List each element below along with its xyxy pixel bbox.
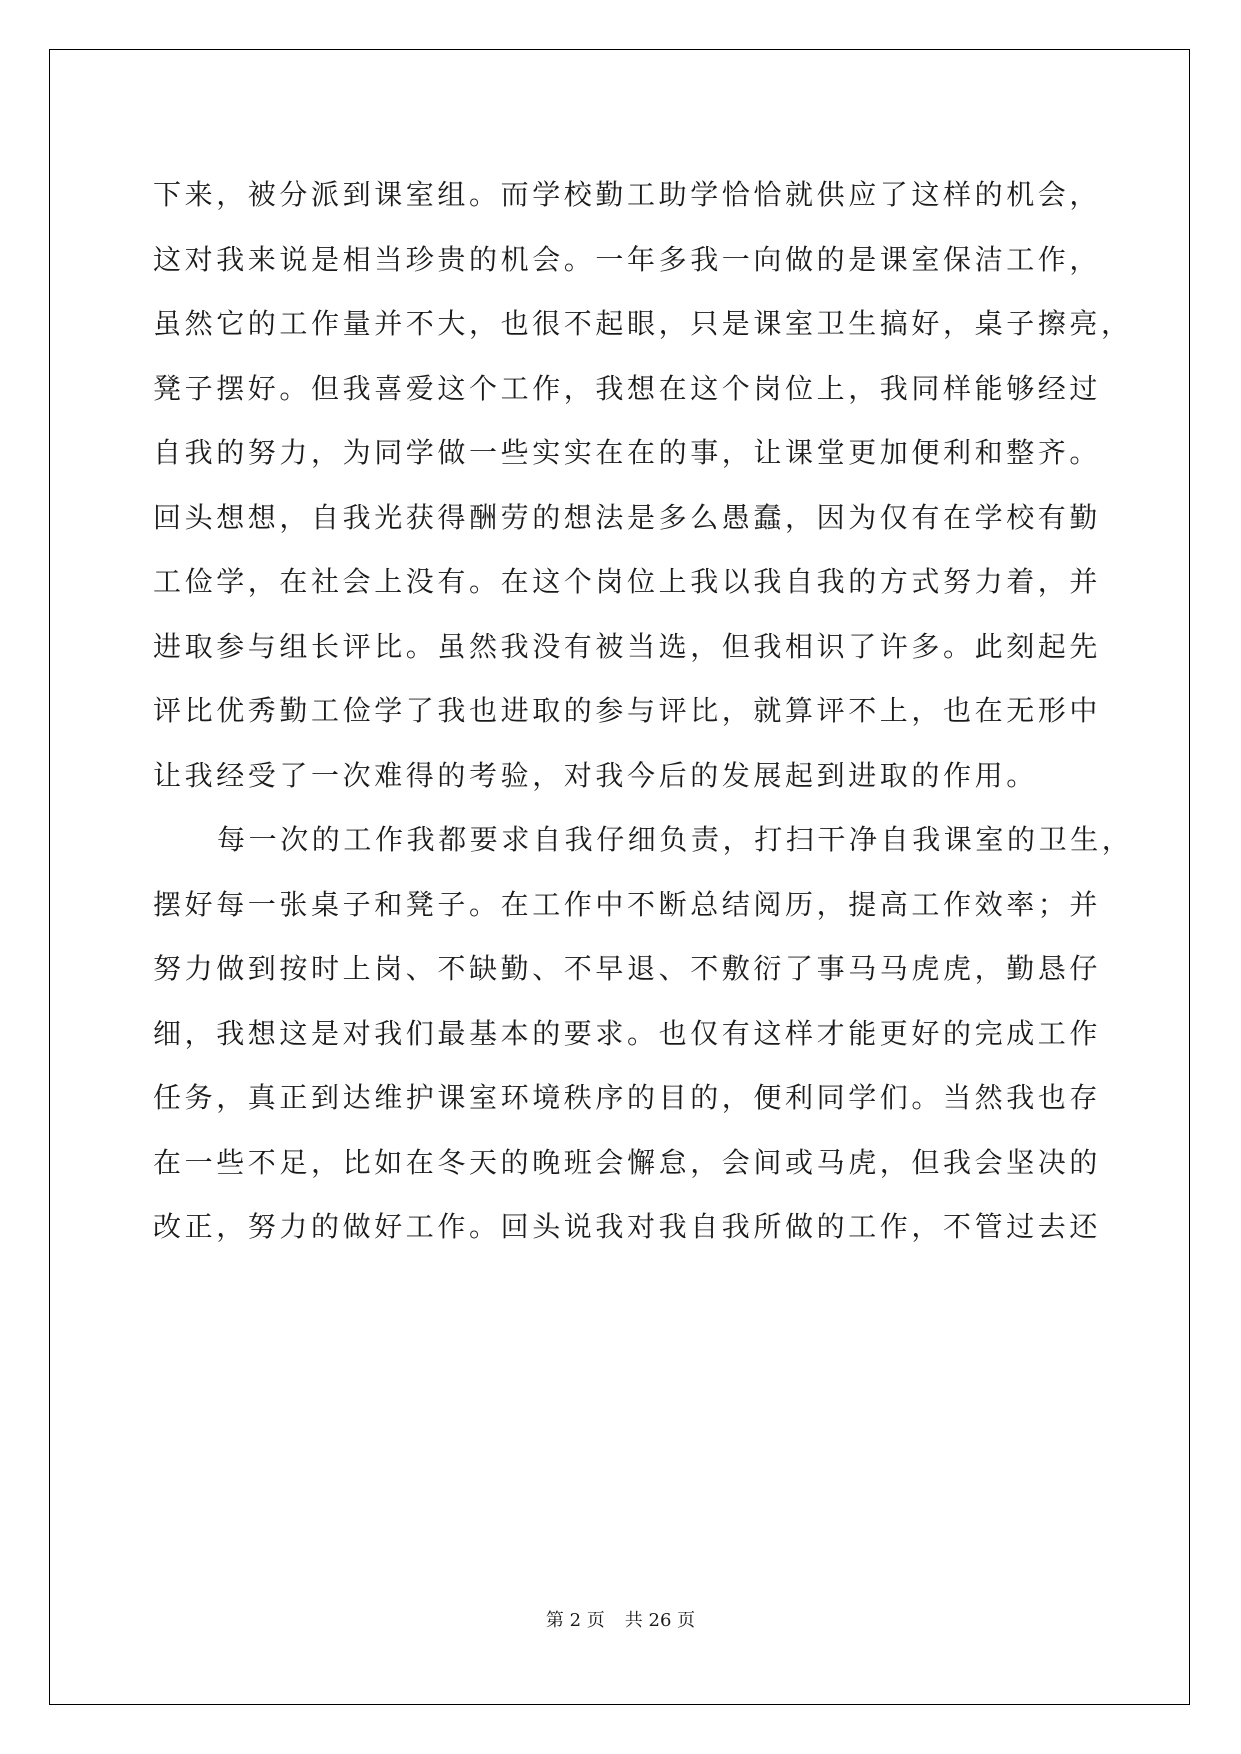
body-text — [153, 163, 1134, 1260]
text-line: 下来，被分派到课室组。而学校勤工助学恰恰就供应了这样的机会， — [153, 178, 1102, 211]
text-line: 凳子摆好。但我喜爱这个工作，我想在这个岗位上，我同样能够经过 — [153, 371, 1102, 405]
text-line: 在一些不足，比如在冬天的晚班会懈怠，会间或马虎，但我会坚决的 — [153, 1145, 1102, 1179]
text-line: 这对我来说是相当珍贵的机会。一年多我一向做的是课室保洁工作， — [153, 242, 1102, 276]
text-line: 改正，努力的做好工作。回头说我对我自我所做的工作，不管过去还 — [153, 1210, 1102, 1243]
text-line: 摆好每一张桌子和凳子。在工作中不断总结阅历，提高工作效率；并 — [153, 887, 1102, 921]
page-footer — [0, 1609, 1241, 1633]
text-line: 评比优秀勤工俭学了我也进取的参与评比，就算评不上，也在无形中 — [153, 694, 1102, 727]
text-line: 工俭学，在社会上没有。在这个岗位上我以我自我的方式努力着，并 — [153, 565, 1102, 598]
page-number: 第 2 页 — [545, 1610, 605, 1631]
text-line: 让我经受了一次难得的考验，对我今后的发展起到进取的作用。 — [153, 758, 1038, 792]
text-line: 虽然它的工作量并不大，也很不起眼，只是课室卫生搞好，桌子擦亮， — [153, 307, 1133, 340]
text-line: 自我的努力，为同学做一些实实在在的事，让课堂更加便利和整齐。 — [153, 436, 1102, 469]
total-pages: 共 26 页 — [624, 1610, 696, 1631]
text-line: 细，我想这是对我们最基本的要求。也仅有这样才能更好的完成工作 — [153, 1016, 1102, 1050]
paragraph-start-line: 每一次的工作我都要求自我仔细负责，打扫干净自我课室的卫生， — [217, 823, 1134, 856]
text-line: 进取参与组长评比。虽然我没有被当选，但我相识了许多。此刻起先 — [153, 629, 1102, 663]
text-line: 任务，真正到达维护课室环境秩序的目的，便利同学们。当然我也存 — [153, 1081, 1102, 1114]
text-line: 努力做到按时上岗、不缺勤、不早退、不敷衍了事马马虎虎，勤恳仔 — [153, 952, 1102, 985]
text-line: 回头想想，自我光获得酬劳的想法是多么愚蠢，因为仅有在学校有勤 — [153, 500, 1102, 534]
